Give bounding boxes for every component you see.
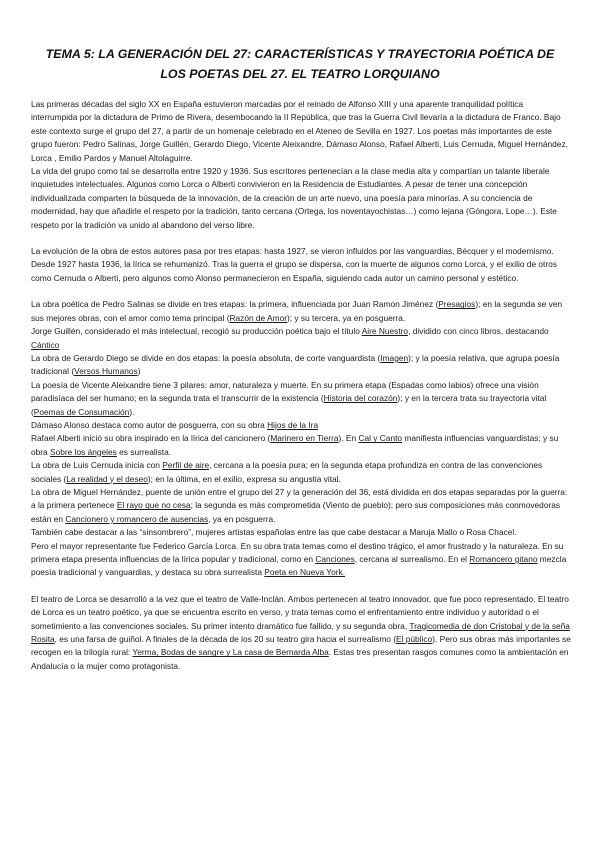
paragraph-alberti: Rafael Alberti inició su obra inspirado en la lírica del cancionero (Marinero en Tierra). En Cal y Canto manifiesta influencias vanguardistas; y su obra Sobre los ángeles es surrealista.	[31, 433, 559, 457]
work-title: La realidad y el deseo	[66, 473, 148, 484]
work-title: Presagios	[438, 299, 476, 310]
paragraph-teatro: El teatro de Lorca se desarrolló a la vez que el teatro de Valle-Inclán. Ambos pertenecen al teatro innovador, que fue poco representado. El teatro de Lorca es un teatro poético, ya que se encuentra escrito en verso, y trata temas como el enfrentamiento entre individuo y autoridad o el sometimiento a las convenciones sociales. Su primer intento dramático fue fallido, y su segunda obra, Tragicomedia de don Cristobal y de la seña Rosita, es una farsa de guiñol. A finales de la década de los 20 su teatro gira hacia el surrealismo (El público). Pero sus obras más importantes se recogen en la trilogía rural: Yerma, Bodas de sangre y La casa de Bernarda Alba. Estas tres presentan rasgos comunes como la ambientación en Andalucía o la mujer como protagonista.	[31, 593, 571, 671]
paragraph-group-life: La vida del grupo como tal se desarrolla entre 1920 y 1936. Sus escritores pertenecían a la clase media alta y compartían un talante liberale inquietudes intelectuales. Algunos como Lorca o Alberti convivieron en la Residencia de Estudiantes. A pesar de tener una concepción individualizada comparten la búsqueda de la innovación, de la creación de un arte nuevo, una poesía para minorías. A su conciencia de modernidad, hay que añadirle el respeto por la tradición, tanto cercana (Ortega, los noventayochistas…) como lejana (Góngora, Lope…). Este respeto por la tradición va unido al abandono del verso libre.	[31, 166, 557, 230]
paragraph-gap	[31, 232, 571, 245]
work-title: Historia del corazón	[323, 393, 398, 404]
paragraph-alonso: Dámaso Alonso destaca como autor de posguerra, con su obra Hijos de la Ira	[31, 419, 319, 430]
work-title: Imagen	[380, 352, 409, 363]
paragraph-diego: La obra de Gerardo Diego se divide en dos etapas: la poesía absoluta, de corte vanguardista (Imagen); y la poesía relativa, que agrupa poesía tradicional (Versos Humanos)	[31, 352, 560, 377]
work-title: Cal y Canto	[358, 433, 403, 444]
paragraph-lorca: Pero el mayor representante fue Federico García Lorca. En su obra trata temas como el destino trágico, el amor frustrado y la naturaleza. En su primera etapa presenta influencias de la lírica popular y tradicional, como en Canciones, cercana al surrealismo. En el Romancero gitano mezcla poesía tradicional y vanguardias, y destaca su obra surrealista Poeta en Nueva York.	[31, 540, 567, 578]
paragraph-cernuda: La obra de Luis Cernuda inicia con Perfil de aire, cercana a la poesía pura; en la segunda etapa profundiza en contra de las convenciones sociales (La realidad y el deseo); en la última, en el exilio, expresa su angustia vital.	[31, 460, 543, 484]
work-title: Yerma, Bodas de sangre y La casa de Bernarda Alba	[132, 647, 329, 658]
work-title: Canciones	[315, 554, 355, 564]
work-title: Poemas de Consumación	[33, 406, 130, 417]
paragraph-context: Las primeras décadas del siglo XX en España estuvieron marcadas por el reinado de Alfonso XIII y una aparente tranquilidad política interrumpida por la dictadura de Primo de Rivera, desembocando la II República, que tras la Guerra Civil llevaría a la dictadura de Franco. Bajo este contexto surge el grupo del 27, a partir de un homenaje celebrado en el Ateneo de Sevilla en 1927. Los poetas más importantes de este grupo fueron: Pedro Salinas, Jorge Guillén, Gerardo Diego, Vicente Aleixandre, Dámaso Alonso, Rafael Alberti, Luis Cernuda, Miguel Hernández, Lorca , Emilio Pardos y Manuel Altolaguirre.	[31, 99, 568, 163]
paragraph-salinas: La obra poética de Pedro Salinas se divide en tres etapas: la primera, influenciada por Juan Ramon Jiménez (Presagios); en la segunda se ven sus mejores obras, con el amor como tema principal (Razón de Amor); y su tercera, ya en posguerra.	[31, 299, 563, 323]
paragraph-sinsombrero: También cabe destacar a las “sinsombrero”, mujeres artistas españolas entre las que cabe destacar a Maruja Mallo o Rosa Chacel.	[31, 527, 517, 538]
paragraph-guillen: Jorge Guillén, considerado el más intelectual, recogió su producción poética bajo el título Aire Nuestro, dividido con cinco libros, destacando Cántico	[31, 326, 549, 350]
work-title: Aire Nuestro	[361, 326, 409, 337]
work-title: Perfil de aire	[162, 460, 210, 471]
work-title: Cancionero y romancero de ausencias	[65, 513, 209, 524]
paragraph-gap	[31, 580, 571, 593]
work-title: Razón de Amor	[229, 312, 287, 323]
work-title: El público	[396, 634, 433, 645]
work-title: Poeta en Nueva York.	[264, 567, 346, 578]
work-title: Romancero gitano	[469, 554, 538, 564]
paragraph-hernandez: La obra de Miguel Hernández, puente de unión entre el grupo del 27 y la generación del 36, está dividida en dos etapas separadas por la guerra: a la primera pertenece El rayo que no cesa; la segunda es más comprometida (Viento de pueblo); pero sus composiciones más conmovedoras están en Cancionero y romancero de ausencias, ya en posguerra.	[31, 486, 568, 524]
document-body	[31, 98, 571, 673]
paragraph-gap	[31, 285, 571, 298]
paragraph-evolution: La evolución de la obra de estos autores pasa por tres etapas: hasta 1927, se vieron influidos por las vanguardias, Bécquer y el modernismo. Desde 1927 hasta 1936, la lírica se rehumanizó. Tras la guerra el grupo se dispersa, con la muerte de algunos como Lorca, y el exilio de otros como Cernuda o Alberti, pero algunos como Alonso permanecieron en España, siguiendo cada autor un camino personal y estético.	[31, 246, 557, 283]
work-title: El rayo que no cesa	[116, 500, 191, 511]
work-title: Sobre los ángeles	[50, 446, 117, 457]
work-title: Cántico	[31, 339, 60, 350]
work-title: Marinero en Tierra	[270, 433, 339, 444]
work-title: Hijos de la Ira	[267, 419, 319, 430]
page-title: TEMA 5: LA GENERACIÓN DEL 27: CARACTERÍSTICAS Y TRAYECTORIA POÉTICA DE LOS POETAS DEL 27. EL TEATRO LORQUIANO	[45, 47, 555, 81]
work-title: Tragicomedia de don Cristobal y de la seña Rosita	[31, 620, 570, 645]
paragraph-aleixandre: La poesía de Vicente Aleixandre tiene 3 pilares: amor, naturaleza y muerte. En su primera etapa (Espadas como labios) ofrece una visión paradisíaca del ser humano; en la segunda trata el transcurrir de la existencia (Historia del corazón); y en la tercera trata su trayectoria vital (Poemas de Consumación).	[31, 379, 547, 417]
work-title: Versos Humanos	[74, 366, 138, 377]
